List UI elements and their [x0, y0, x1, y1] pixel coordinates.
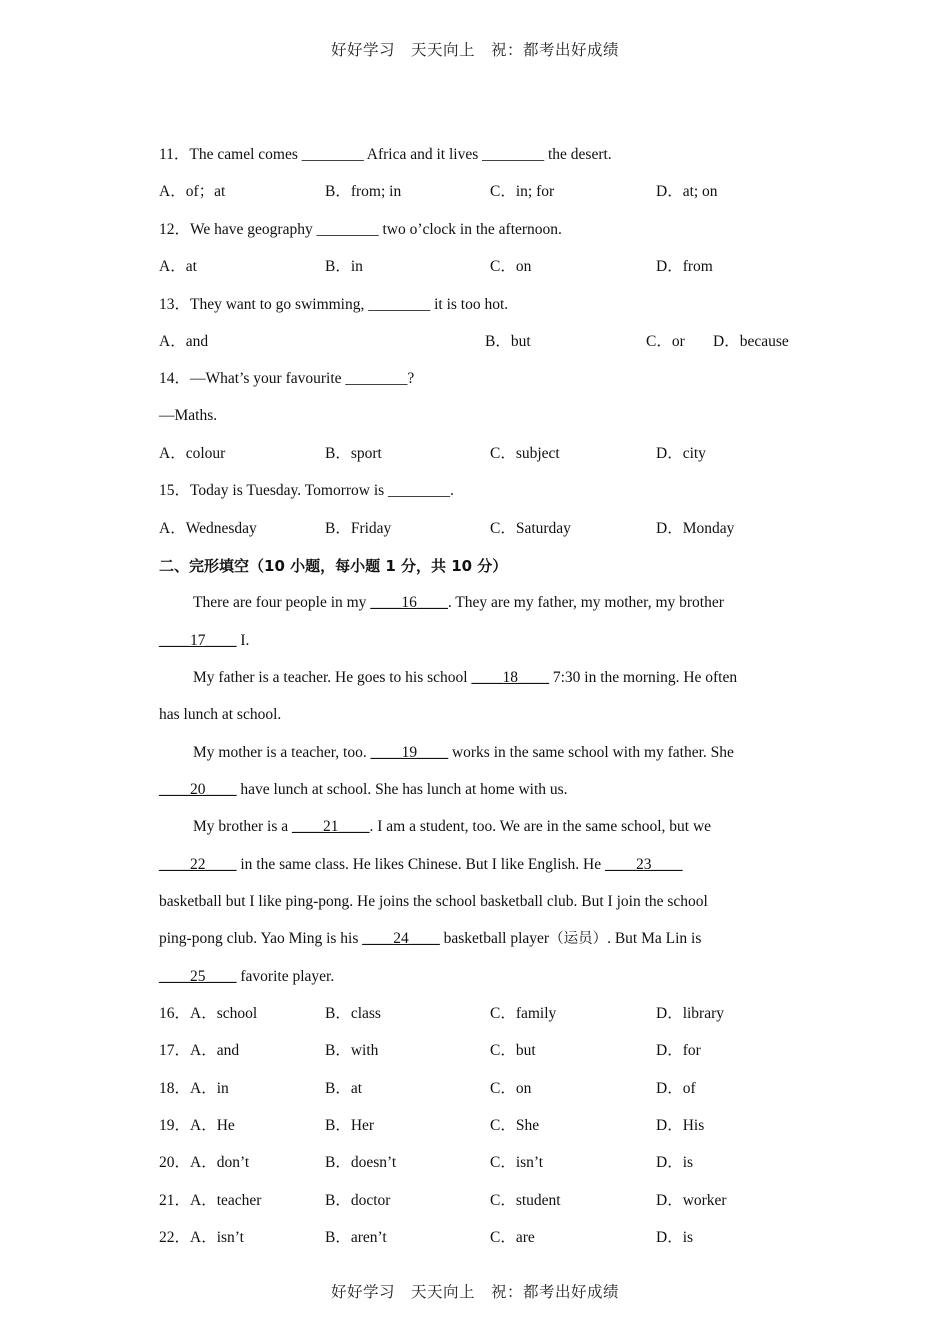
option-17-c: C．but: [490, 1042, 536, 1059]
option-a: A．and: [190, 1042, 240, 1059]
option-a: A．He: [190, 1117, 235, 1134]
option-16-d: D．library: [656, 1005, 725, 1022]
option-20-b: B．doesn’t: [325, 1154, 397, 1171]
option-12-d: D．from: [656, 258, 713, 275]
blank-20: ____20____: [159, 781, 237, 798]
question-row-17: [159, 1041, 239, 1061]
passage-text: . I am a student, too. We are in the same school, but we: [369, 818, 712, 835]
option-21-c: C．student: [490, 1192, 561, 1209]
option-a: A．in: [190, 1080, 229, 1097]
option-22-b: B．aren’t: [325, 1229, 387, 1246]
blank-24: ____24____: [362, 930, 440, 947]
question-row-16: [159, 1004, 257, 1024]
blank-number: 23: [636, 856, 652, 873]
page-footer: 好好学习 天天向上 祝：都考出好成绩: [330, 1283, 619, 1301]
passage-line-6: [159, 780, 568, 800]
option-14-a: A．colour: [159, 445, 226, 462]
option-13-c: C．or: [646, 333, 685, 350]
option-11-b: B．from; in: [325, 183, 402, 200]
blank-21: ____21____: [292, 818, 370, 835]
passage-text: My brother is a: [193, 818, 293, 835]
option-13-d: D．because: [713, 333, 789, 350]
question-row-21: [159, 1191, 261, 1211]
passage-text: I.: [236, 632, 250, 649]
passage-text: basketball player: [439, 930, 550, 947]
option-20-c: C．isn’t: [490, 1154, 544, 1171]
blank-number: 21: [323, 818, 339, 835]
option-16-c: C．family: [490, 1005, 557, 1022]
option-12-a: A．at: [159, 258, 197, 275]
passage-text: ping-pong club. Yao Ming is his: [159, 930, 363, 947]
option-15-d: D．Monday: [656, 520, 735, 537]
question-number: 19．: [159, 1117, 191, 1134]
option-18-b: B．at: [325, 1080, 363, 1097]
blank-number: 20: [190, 781, 206, 798]
blank-number: 24: [393, 930, 409, 947]
passage-text-cjk: （运员）: [549, 931, 608, 947]
option-19-c: C．She: [490, 1117, 540, 1134]
passage-line-7: [193, 817, 711, 837]
question-number: 16．: [159, 1005, 191, 1022]
option-20-d: D．is: [656, 1154, 694, 1171]
question-number: 22．: [159, 1229, 191, 1246]
passage-line-3: [193, 668, 737, 688]
option-13-b: B．but: [485, 333, 531, 350]
question-row-22: [159, 1228, 244, 1248]
option-17-d: D．for: [656, 1042, 701, 1059]
question-stem-14: 14．—What’s your favourite ________?: [159, 370, 415, 387]
passage-line-8: [159, 855, 683, 875]
passage-text: . But Ma Lin is: [607, 930, 702, 947]
passage-text: My father is a teacher. He goes to his school: [193, 669, 472, 686]
blank-number: 19: [401, 744, 418, 761]
option-a: A．don’t: [190, 1154, 250, 1171]
question-stem-15: 15．Today is Tuesday. Tomorrow is ________.: [159, 482, 454, 499]
passage-line-4: has lunch at school.: [159, 706, 282, 723]
option-18-d: D．of: [656, 1080, 696, 1097]
blank-17: ____17____: [159, 632, 237, 649]
question-row-20: [159, 1153, 249, 1173]
option-22-d: D．is: [656, 1229, 694, 1246]
blank-number: 16: [401, 594, 417, 611]
passage-text: in the same class. He likes Chinese. But I like English. He: [236, 856, 605, 873]
option-17-b: B．with: [325, 1042, 379, 1059]
question-stem-12: 12．We have geography ________ two o’clock in the afternoon.: [159, 221, 562, 238]
passage-text: 7:30 in the morning. He often: [549, 669, 738, 686]
question-stem-11: 11．The camel comes ________ Africa and it lives ________ the desert.: [159, 146, 612, 163]
option-14-d: D．city: [656, 445, 706, 462]
option-15-a: A．Wednesday: [159, 520, 257, 537]
option-a: A．school: [190, 1005, 258, 1022]
passage-text: favorite player.: [236, 968, 335, 985]
option-18-c: C．on: [490, 1080, 532, 1097]
passage-text: . They are my father, my mother, my brother: [447, 594, 724, 611]
question-row-18: [159, 1079, 229, 1099]
option-16-b: B．class: [325, 1005, 381, 1022]
question-answer-14: —Maths.: [159, 407, 218, 424]
option-21-d: D．worker: [656, 1192, 727, 1209]
option-a: A．teacher: [190, 1192, 262, 1209]
passage-text: There are four people in my: [193, 594, 371, 611]
option-15-c: C．Saturday: [490, 520, 571, 537]
option-19-d: D．His: [656, 1117, 705, 1134]
question-number: 20．: [159, 1154, 191, 1171]
blank-number: 18: [502, 669, 518, 686]
option-22-c: C．are: [490, 1229, 535, 1246]
passage-text: My mother is a teacher, too.: [193, 744, 371, 761]
option-12-b: B．in: [325, 258, 363, 275]
page-header: 好好学习 天天向上 祝：都考出好成绩: [330, 41, 619, 59]
blank-18: ____18____: [471, 669, 549, 686]
option-11-d: D．at; on: [656, 183, 718, 200]
blank-number: 25: [190, 968, 206, 985]
option-14-b: B．sport: [325, 445, 382, 462]
passage-line-2: [159, 631, 249, 651]
blank-23: ____23____: [605, 856, 683, 873]
question-row-19: [159, 1116, 235, 1136]
blank-16: ____16____: [370, 594, 448, 611]
option-12-c: C．on: [490, 258, 532, 275]
section-2-title: 二、完形填空（10 小题，每小题 1 分，共 10 分）: [159, 557, 508, 575]
question-stem-13: 13．They want to go swimming, ________ it is too hot.: [159, 296, 509, 313]
option-11-a: A．of；at: [159, 183, 226, 200]
blank-19: ____19____: [370, 744, 449, 761]
option-21-b: B．doctor: [325, 1192, 391, 1209]
passage-line-9: basketball but I like ping-pong. He joins the school basketball club. But I join the school: [159, 893, 708, 910]
blank-22: ____22____: [159, 856, 237, 873]
option-15-b: B．Friday: [325, 520, 392, 537]
passage-line-5: [193, 743, 734, 763]
option-a: A．isn’t: [190, 1229, 244, 1246]
question-number: 17．: [159, 1042, 191, 1059]
passage-line-11: [159, 967, 334, 987]
question-number: 21．: [159, 1192, 191, 1209]
passage-line-1: [193, 593, 724, 613]
option-19-b: B．Her: [325, 1117, 375, 1134]
passage-line-10: [159, 929, 701, 949]
option-13-a: A．and: [159, 333, 209, 350]
passage-text: have lunch at school. She has lunch at home with us.: [236, 781, 568, 798]
option-14-c: C．subject: [490, 445, 560, 462]
blank-number: 17: [190, 632, 206, 649]
passage-text: works in the same school with my father. She: [448, 744, 734, 761]
option-11-c: C．in; for: [490, 183, 555, 200]
question-number: 18．: [159, 1080, 191, 1097]
blank-25: ____25____: [159, 968, 237, 985]
blank-number: 22: [190, 856, 206, 873]
